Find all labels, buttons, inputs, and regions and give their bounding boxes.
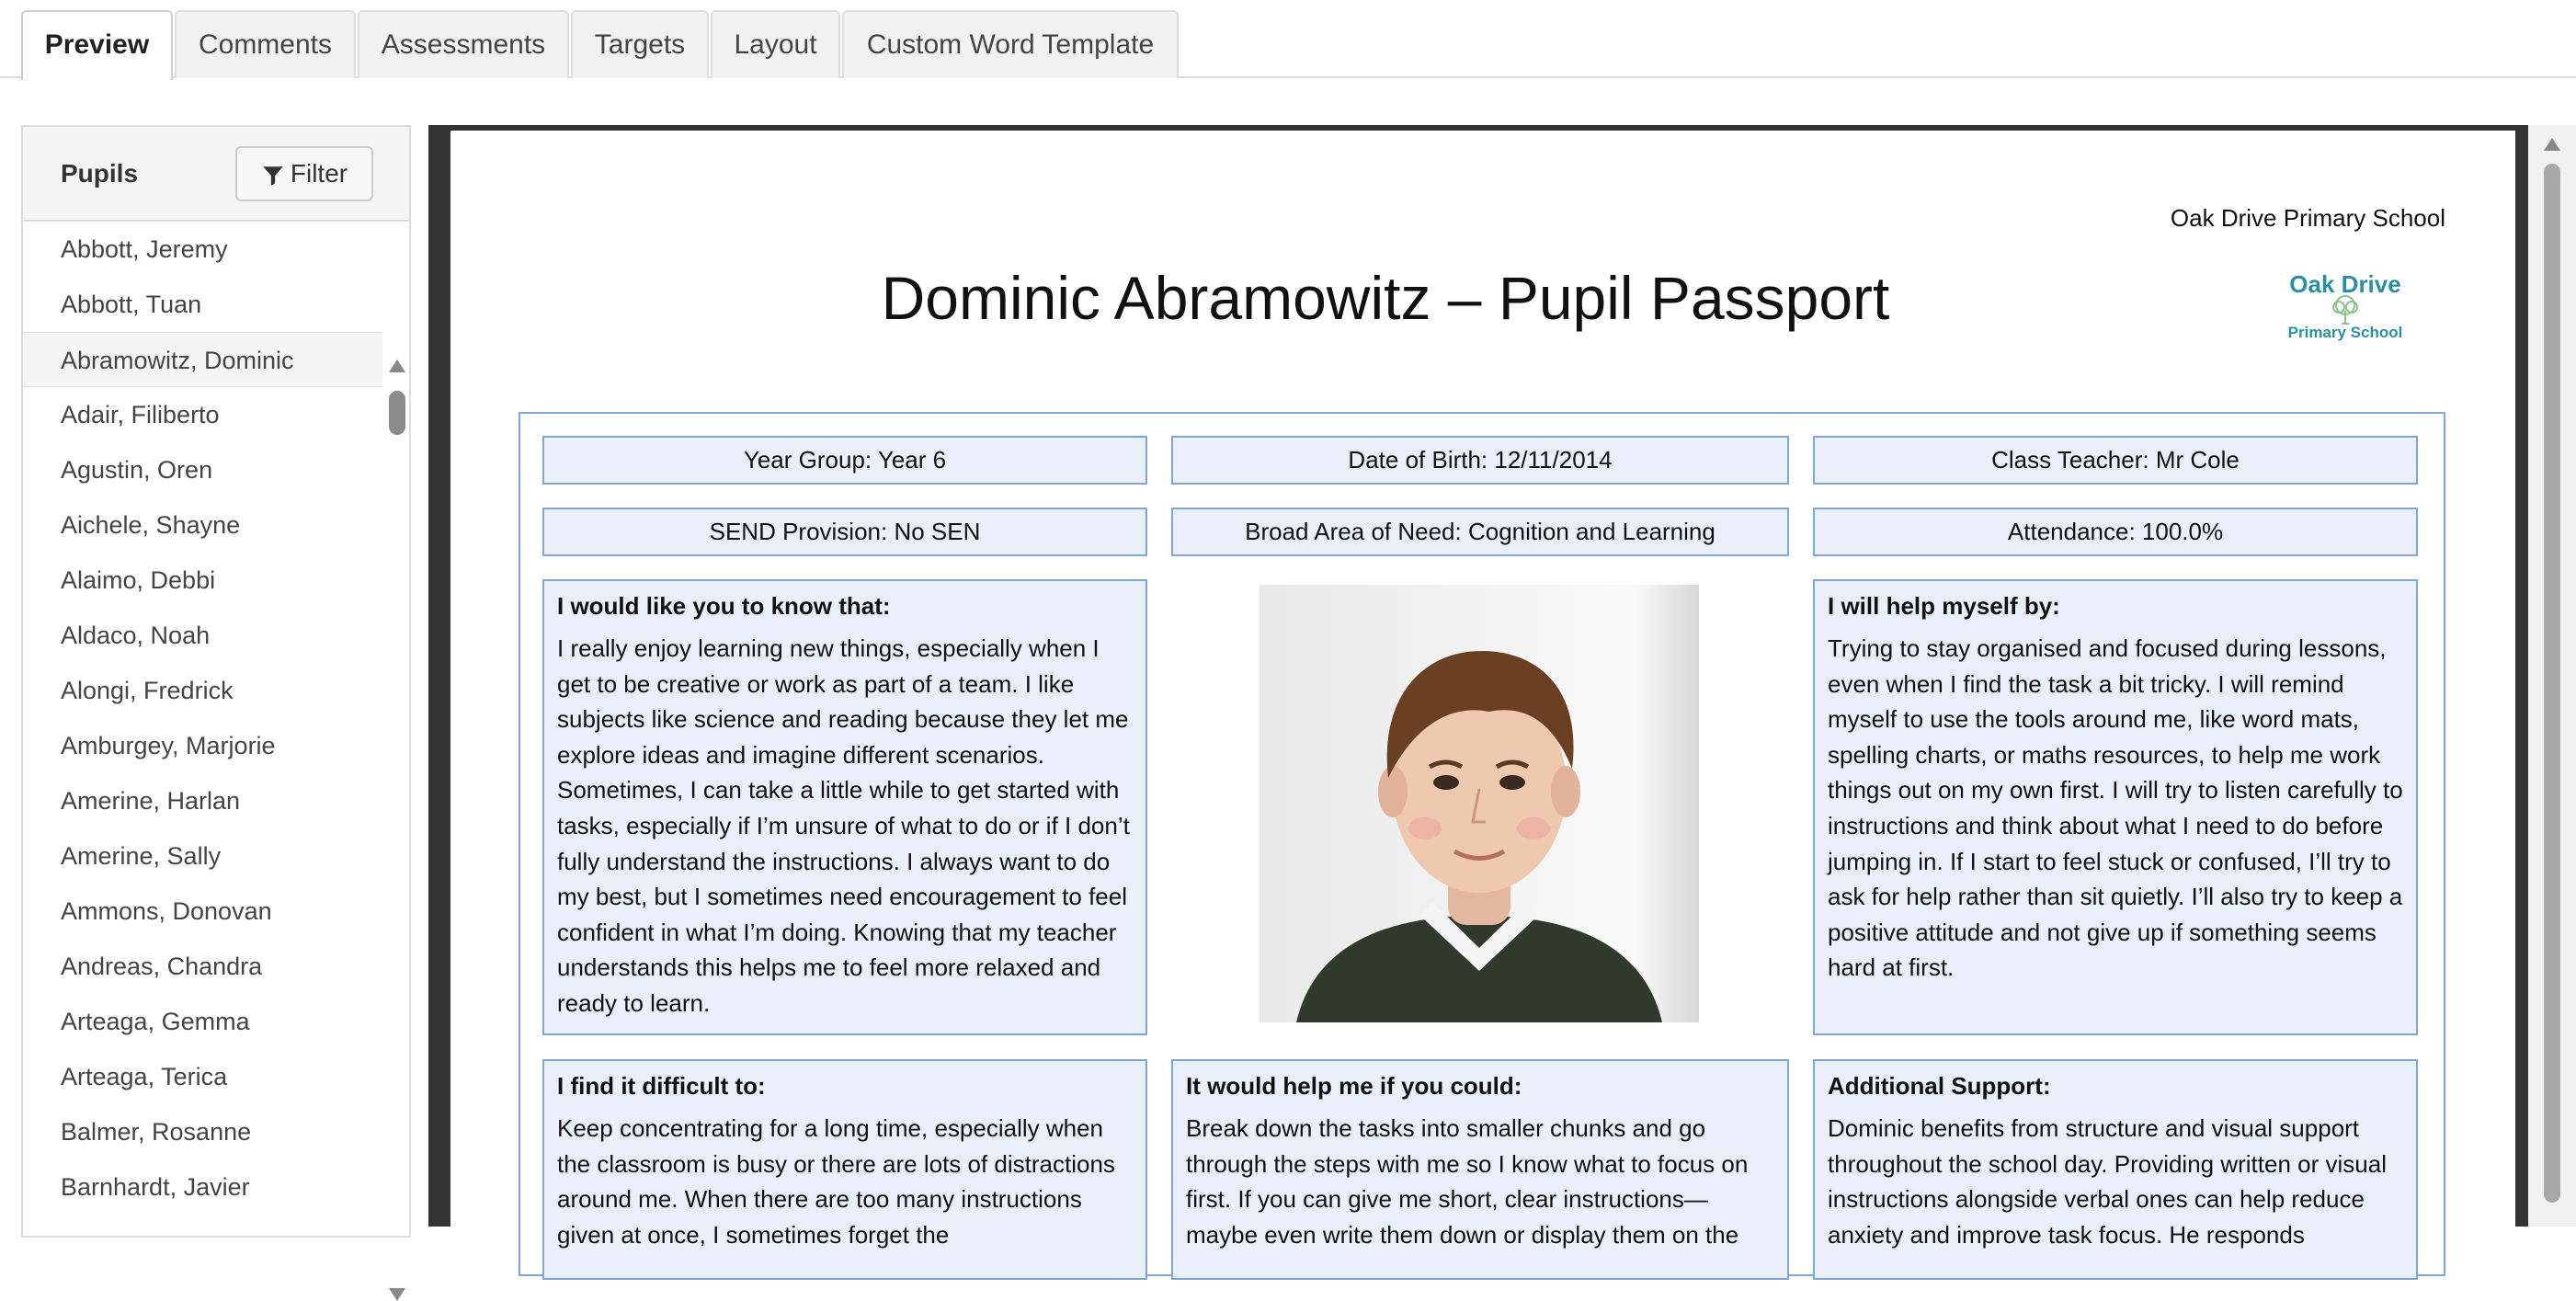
pupil-list-item[interactable]: Alaimo, Debbi [61, 566, 216, 594]
pupil-list-item[interactable]: Agustin, Oren [61, 456, 213, 484]
school-logo [2285, 270, 2405, 353]
logo-line-1: Oak Drive [2289, 270, 2401, 298]
pupil-list-item[interactable]: Arteaga, Terica [61, 1063, 228, 1090]
help-me-section [1171, 1059, 1789, 1280]
scrollbar-thumb[interactable] [389, 391, 405, 435]
pupil-list-item[interactable]: Amerine, Sally [61, 842, 222, 870]
pupil-list-item[interactable]: Arteaga, Gemma [61, 1008, 250, 1035]
pupil-list-item[interactable]: Amerine, Harlan [61, 787, 241, 815]
tab-bar [0, 0, 2576, 78]
tree-icon [2329, 294, 2362, 325]
pupil-list-item[interactable]: Alongi, Fredrick [61, 677, 234, 704]
pupil-photo [1260, 585, 1699, 1022]
logo-line-2: Primary School [2287, 324, 2403, 341]
document-preview [428, 125, 2576, 1249]
help-myself-body: Trying to stay organised and focused during lessons, even when I find the task a bit tricky. I will remind myself to use the tools around me, like word mats, spelling charts, or maths resources, to help me work things out on my own first. I will try to listen carefully to instructions and think about what I need to do before jumping in. If I start to feel stuck or confused, I’ll try to ask for help rather than sit quietly. I’ll also try to keep a positive attitude and not give up if something seems hard at first. [1828, 634, 2403, 982]
funnel-icon [261, 164, 285, 188]
area-of-need-field: Broad Area of Need: Cognition and Learning [1171, 508, 1789, 556]
scroll-down-arrow-icon[interactable] [389, 1288, 405, 1301]
know-section [542, 579, 1147, 1035]
help-me-body: Break down the tasks into smaller chunks and go through the steps with me so I know what to focus on first. If you can give me short, clear instructions—maybe even write them down or display them on the [1186, 1114, 1749, 1249]
pupil-list-item[interactable]: Abbott, Tuan [61, 291, 202, 318]
tab-preview[interactable]: Preview [21, 10, 173, 80]
filter-button[interactable] [235, 146, 373, 201]
tab-custom-word-template[interactable]: Custom Word Template [842, 10, 1179, 78]
tab-comments[interactable]: Comments [175, 10, 356, 78]
help-myself-heading: I will help myself by: [1828, 592, 2060, 620]
pupil-list-item[interactable]: Adair, Filiberto [61, 401, 220, 428]
help-me-heading: It would help me if you could: [1186, 1072, 1522, 1100]
pupil-list-item-selected[interactable]: Abramowitz, Dominic [23, 332, 382, 387]
class-teacher-field: Class Teacher: Mr Cole [1813, 436, 2418, 485]
date-of-birth-field: Date of Birth: 12/11/2014 [1171, 436, 1789, 485]
difficult-heading: I find it difficult to: [557, 1072, 766, 1100]
document-title: Dominic Abramowitz – Pupil Passport [881, 264, 1890, 332]
pupil-list-item[interactable]: Balmer, Rosanne [61, 1118, 252, 1146]
send-provision-field: SEND Provision: No SEN [542, 508, 1147, 556]
school-name: Oak Drive Primary School [2170, 204, 2445, 232]
pupil-list-item[interactable]: Barnhardt, Javier [61, 1173, 250, 1201]
tab-assessments[interactable]: Assessments [358, 10, 569, 78]
preview-scrollbar-thumb[interactable] [2544, 164, 2560, 1203]
preview-scrollbar[interactable] [2528, 125, 2576, 1227]
preview-scroll-up-icon[interactable] [2544, 138, 2560, 151]
pupils-panel-header [23, 127, 409, 222]
filter-button-label: Filter [290, 159, 348, 188]
pupil-list-item[interactable]: Andreas, Chandra [61, 953, 263, 980]
pupil-list-item[interactable]: Abbott, Jeremy [61, 235, 228, 263]
attendance-field: Attendance: 100.0% [1813, 508, 2418, 556]
year-group-field: Year Group: Year 6 [542, 436, 1147, 485]
know-heading: I would like you to know that: [557, 592, 891, 620]
know-body: I really enjoy learning new things, especially when I get to be creative or work as part of a team. I like subjects like science and reading because they let me explore ideas and imagine different scenarios. Sometimes, I can take a little while to get started with tasks, especially if I’m unsure of what to do or if I don’t fully understand the instructions. I always want to do my best, but I sometimes need encouragement to feel confident in what I’m doing. Knowing that my teacher understands this helps me to feel more relaxed and ready to learn. [557, 634, 1130, 1017]
pupils-panel-title: Pupils [61, 159, 139, 188]
scroll-up-arrow-icon[interactable] [389, 359, 405, 372]
tab-layout[interactable]: Layout [711, 10, 840, 78]
pupil-list-item[interactable]: Aldaco, Noah [61, 622, 211, 649]
pupil-list-item[interactable]: Aichele, Shayne [61, 511, 241, 539]
additional-support-body: Dominic benefits from structure and visual support throughout the school day. Providing written or visual instructions alongside verbal ones can help reduce anxiety and improve task focus. He responds [1828, 1114, 2387, 1249]
additional-support-section [1813, 1059, 2418, 1280]
pupil-list [23, 222, 382, 1215]
pupil-list-scrollbar[interactable] [385, 222, 409, 1238]
pupil-list-item[interactable]: Amburgey, Marjorie [61, 732, 276, 759]
tab-targets[interactable]: Targets [571, 10, 709, 78]
passport-page [450, 131, 2515, 1261]
pupil-list-item[interactable]: Ammons, Donovan [61, 897, 272, 925]
difficult-section [542, 1059, 1147, 1280]
difficult-body: Keep concentrating for a long time, especially when the classroom is busy or there are lots of distractions around me. When there are too many instructions given at once, I sometimes forget the [557, 1114, 1115, 1249]
help-myself-section [1813, 579, 2418, 1035]
additional-support-heading: Additional Support: [1828, 1072, 2051, 1100]
pupils-panel [21, 125, 411, 1238]
